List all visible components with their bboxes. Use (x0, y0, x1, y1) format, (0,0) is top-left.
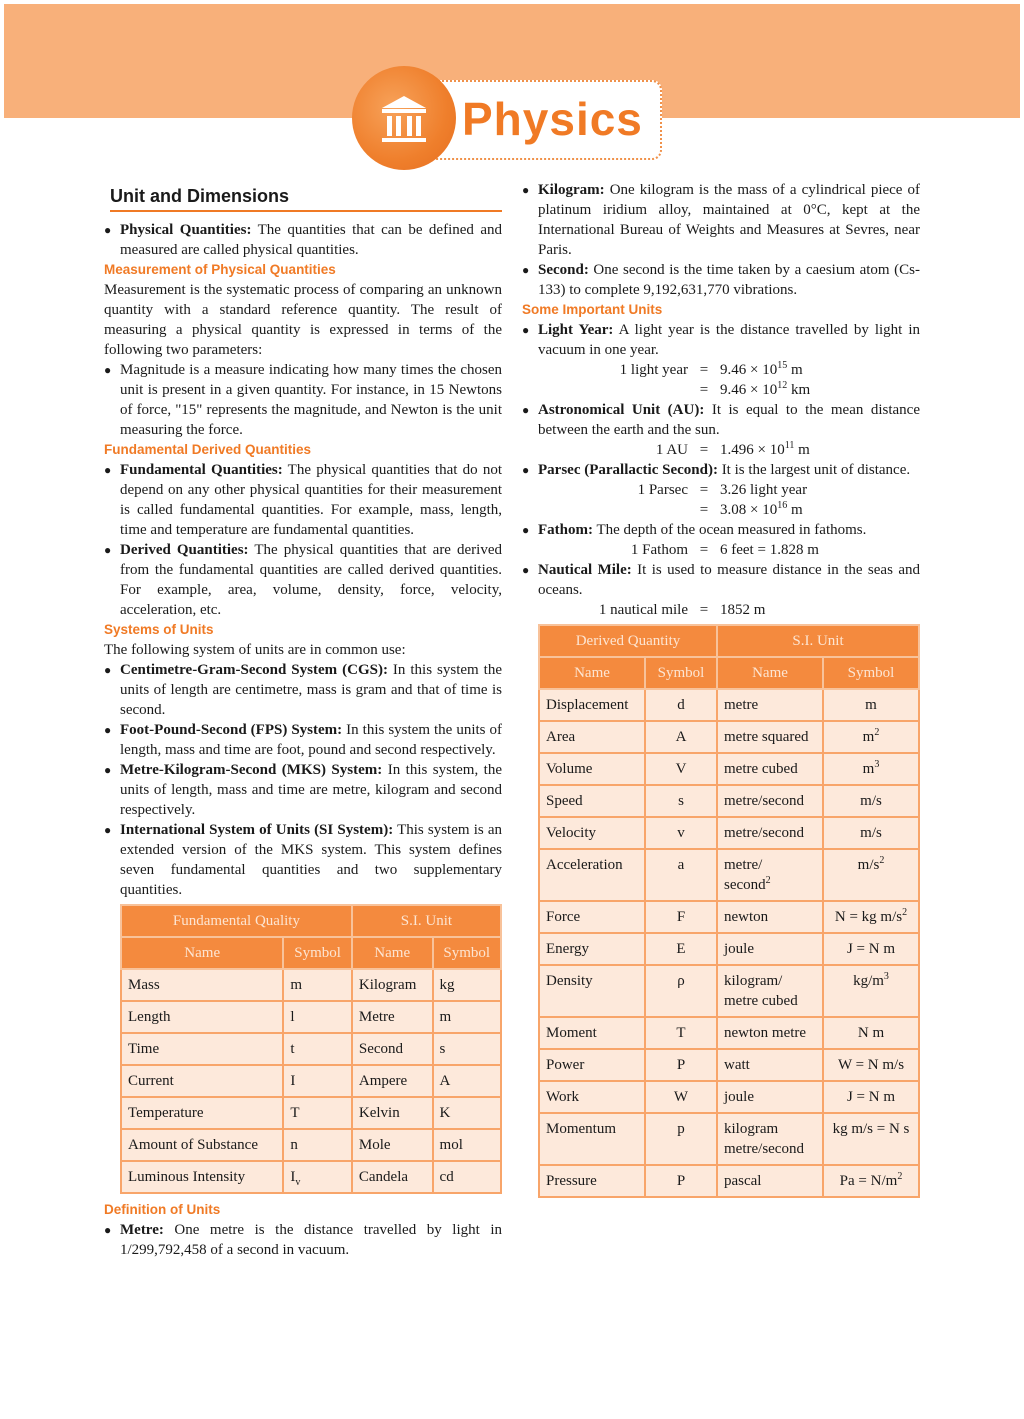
quantity-symbol: A (645, 721, 717, 753)
quantity-symbol: T (645, 1017, 717, 1049)
table-row (539, 1081, 919, 1113)
bullet-second: ● Second: One second is the time taken by a caesium atom (Cs-133) to complete 9,192,631,770 vibrations. (522, 260, 920, 300)
unit-symbol: J = N m (823, 933, 919, 965)
bullet-fundamental-quantities: ● Fundamental Quantities: The physical quantities that do not depend on any other physical quantities for their measurement is called fundamental quantities. For example, mass, length, time and temperature are fundamental quantities. (104, 460, 502, 540)
section-title: Unit and Dimensions (110, 186, 502, 212)
unit-name: kilogram metre/second (717, 1113, 823, 1165)
table-row (539, 901, 919, 933)
quantity-symbol: F (645, 901, 717, 933)
bullet-physical-quantities: ● Physical Quantities: The quantities that can be defined and measured are called physical quantities. (104, 220, 502, 260)
unit-name: metre (717, 689, 823, 721)
bullet-mks: ● Metre-Kilogram-Second (MKS) System: In this system, the units of length, mass and time are metre, kilogram and second respectively. (104, 760, 502, 820)
bullet-magnitude: ● Magnitude is a measure indicating how many times the chosen unit is present in a given quantity. For instance, in 15 Newtons of force, "15" represents the magnitude, and Newton is the unit measuring the force. (104, 360, 502, 440)
quantity-name: Energy (539, 933, 645, 965)
column-header: Name (121, 937, 283, 969)
table-row: Mass m Kilogram kg (121, 969, 501, 1001)
quantity-symbol: s (645, 785, 717, 817)
quantity-symbol: V (645, 753, 717, 785)
paragraph-systems: The following system of units are in common use: (104, 642, 406, 658)
unit-symbol: m/s (823, 785, 919, 817)
table-row (539, 721, 919, 753)
quantity-name: Work (539, 1081, 645, 1113)
column-header: Symbol (645, 657, 717, 689)
bullet-si: ● International System of Units (SI System): This system is an extended version of the MKS system. This system defines seven fundamental quantities and two supplementary quantities. (104, 820, 502, 900)
unit-name: metre/second (717, 817, 823, 849)
table-row (539, 817, 919, 849)
classical-building-icon (352, 66, 456, 170)
quantity-symbol: d (645, 689, 717, 721)
column-header: Name (539, 657, 645, 689)
unit-name: metre squared (717, 721, 823, 753)
quantity-symbol: ρ (645, 965, 717, 1017)
bullet-parsec: ● Parsec (Parallactic Second): It is the largest unit of distance. (522, 460, 920, 480)
table-row: Luminous Intensity $I_v$ Candela cd (121, 1161, 501, 1193)
quantity-name: Displacement (539, 689, 645, 721)
quantity-symbol: E (645, 933, 717, 965)
table-row: Amount of Substance n Mole mol (121, 1129, 501, 1161)
unit-symbol: m/s (823, 817, 919, 849)
table-group-header: Fundamental Quality (121, 905, 352, 937)
bullet-nautical-mile: ● Nautical Mile: It is used to measure distance in the seas and oceans. (522, 560, 920, 600)
unit-name: pascal (717, 1165, 823, 1197)
table-row (539, 753, 919, 785)
equation-parsec: 1 Parsec = 3.26 light year = $3.08 \times 10^{16}$ m (637, 482, 808, 518)
column-header: Symbol (283, 937, 351, 969)
quantity-name: Area (539, 721, 645, 753)
table-row (539, 1017, 919, 1049)
equation-light-year: 1 light year = $9.46 \times 10^{15}$ m = $9.46 \times 10^{12}$ km (619, 360, 811, 398)
quantity-symbol: P (645, 1049, 717, 1081)
table-row: Time t Second s (121, 1033, 501, 1065)
table-row (539, 933, 919, 965)
table-row (539, 1113, 919, 1165)
unit-name: metre/ second$^2$ (717, 849, 823, 901)
unit-symbol: $kg/m^3$ (823, 965, 919, 1017)
quantity-name: Velocity (539, 817, 645, 849)
equation-au: 1 AU = $1.496 \times 10^{11}$ m (655, 440, 810, 458)
unit-name: kilogram/ metre cubed (717, 965, 823, 1017)
unit-name: joule (717, 1081, 823, 1113)
quantity-name: Power (539, 1049, 645, 1081)
unit-symbol: $m/s^2$ (823, 849, 919, 901)
subheading-systems-of-units: Systems of Units (104, 622, 214, 637)
table-group-header: Derived Quantity (539, 625, 717, 657)
subheading-measurement: Measurement of Physical Quantities (104, 262, 336, 277)
table-row (539, 965, 919, 1017)
unit-symbol: $Pa = N/m^2$ (823, 1165, 919, 1197)
left-column (104, 180, 502, 1260)
table-group-header: S.I. Unit (717, 625, 919, 657)
table-row: Temperature T Kelvin K (121, 1097, 501, 1129)
table-row (539, 1165, 919, 1197)
unit-name: newton metre (717, 1017, 823, 1049)
quantity-symbol: a (645, 849, 717, 901)
quantity-name: Moment (539, 1017, 645, 1049)
unit-symbol: N m (823, 1017, 919, 1049)
derived-units-table-body (539, 689, 919, 1197)
bullet-fps: ● Foot-Pound-Second (FPS) System: In this system the units of length, mass and time are foot, pound and second respectively. (104, 720, 502, 760)
bullet-astronomical-unit: ● Astronomical Unit (AU): It is equal to the mean distance between the earth and the sun. (522, 400, 920, 440)
column-header: Symbol (433, 937, 501, 969)
table-row (539, 1049, 919, 1081)
column-header: Symbol (823, 657, 919, 689)
right-column (522, 180, 920, 1198)
column-header: Name (352, 937, 433, 969)
bullet-metre: ● Metre: One metre is the distance travelled by light in 1/299,792,458 of a second in vacuum. (104, 1220, 502, 1260)
unit-name: joule (717, 933, 823, 965)
unit-name: metre/second (717, 785, 823, 817)
quantity-name: Speed (539, 785, 645, 817)
unit-symbol: N = kg $m/s^2$ (823, 901, 919, 933)
equation-fathom: 1 Fathom = 6 feet = 1.828 m (630, 542, 819, 558)
unit-symbol: kg m/s = N s (823, 1113, 919, 1165)
subheading-fundamental-derived: Fundamental Derived Quantities (104, 442, 312, 457)
unit-name: newton (717, 901, 823, 933)
derived-units-table (538, 624, 920, 1198)
equation-nautical-mile: 1 nautical mile = 1852 m (598, 602, 766, 618)
bullet-derived-quantities: ● Derived Quantities: The physical quantities that are derived from the fundamental quantities are called derived quantities. For example, area, volume, density, force, velocity, acceleration, etc. (104, 540, 502, 620)
unit-name: watt (717, 1049, 823, 1081)
unit-symbol: $m^2$ (823, 721, 919, 753)
bullet-fathom: ● Fathom: The depth of the ocean measured in fathoms. (522, 520, 920, 540)
table-row (539, 785, 919, 817)
table-row (539, 689, 919, 721)
bullet-kilogram: ● Kilogram: One kilogram is the mass of a cylindrical piece of platinum iridium alloy, maintained at 0°C, kept at the International Bureau of Weights and Measures at Sevres, near Paris. (522, 180, 920, 260)
quantity-symbol: W (645, 1081, 717, 1113)
table-group-header: S.I. Unit (352, 905, 501, 937)
unit-symbol: W = N m/s (823, 1049, 919, 1081)
quantity-name: Density (539, 965, 645, 1017)
unit-name: metre cubed (717, 753, 823, 785)
unit-symbol: $m^3$ (823, 753, 919, 785)
quantity-name: Force (539, 901, 645, 933)
paragraph-measurement: Measurement is the systematic process of comparing an unknown quantity with a standard reference quantity. The result of measuring a physical quantity is expressed in terms of the following two parameters: (104, 282, 502, 358)
subheading-important-units: Some Important Units (522, 302, 663, 317)
unit-symbol: m (823, 689, 919, 721)
bullet-light-year: ● Light Year: A light year is the distance travelled by light in vacuum in one year. (522, 320, 920, 360)
page-title: Physics (462, 93, 643, 145)
table-row (539, 849, 919, 901)
unit-symbol: J = N m (823, 1081, 919, 1113)
fundamental-units-table (120, 904, 502, 1194)
table-row: Length l Metre m (121, 1001, 501, 1033)
quantity-name: Acceleration (539, 849, 645, 901)
quantity-symbol: p (645, 1113, 717, 1165)
column-header: Name (717, 657, 823, 689)
bullet-cgs: ● Centimetre-Gram-Second System (CGS): In this system the units of length are centimetre, mass is gram and that of time is second. (104, 660, 502, 720)
quantity-name: Pressure (539, 1165, 645, 1197)
quantity-symbol: v (645, 817, 717, 849)
subheading-definition-of-units: Definition of Units (104, 1202, 221, 1217)
table-row: Current I Ampere A (121, 1065, 501, 1097)
quantity-symbol: P (645, 1165, 717, 1197)
quantity-name: Momentum (539, 1113, 645, 1165)
quantity-name: Volume (539, 753, 645, 785)
